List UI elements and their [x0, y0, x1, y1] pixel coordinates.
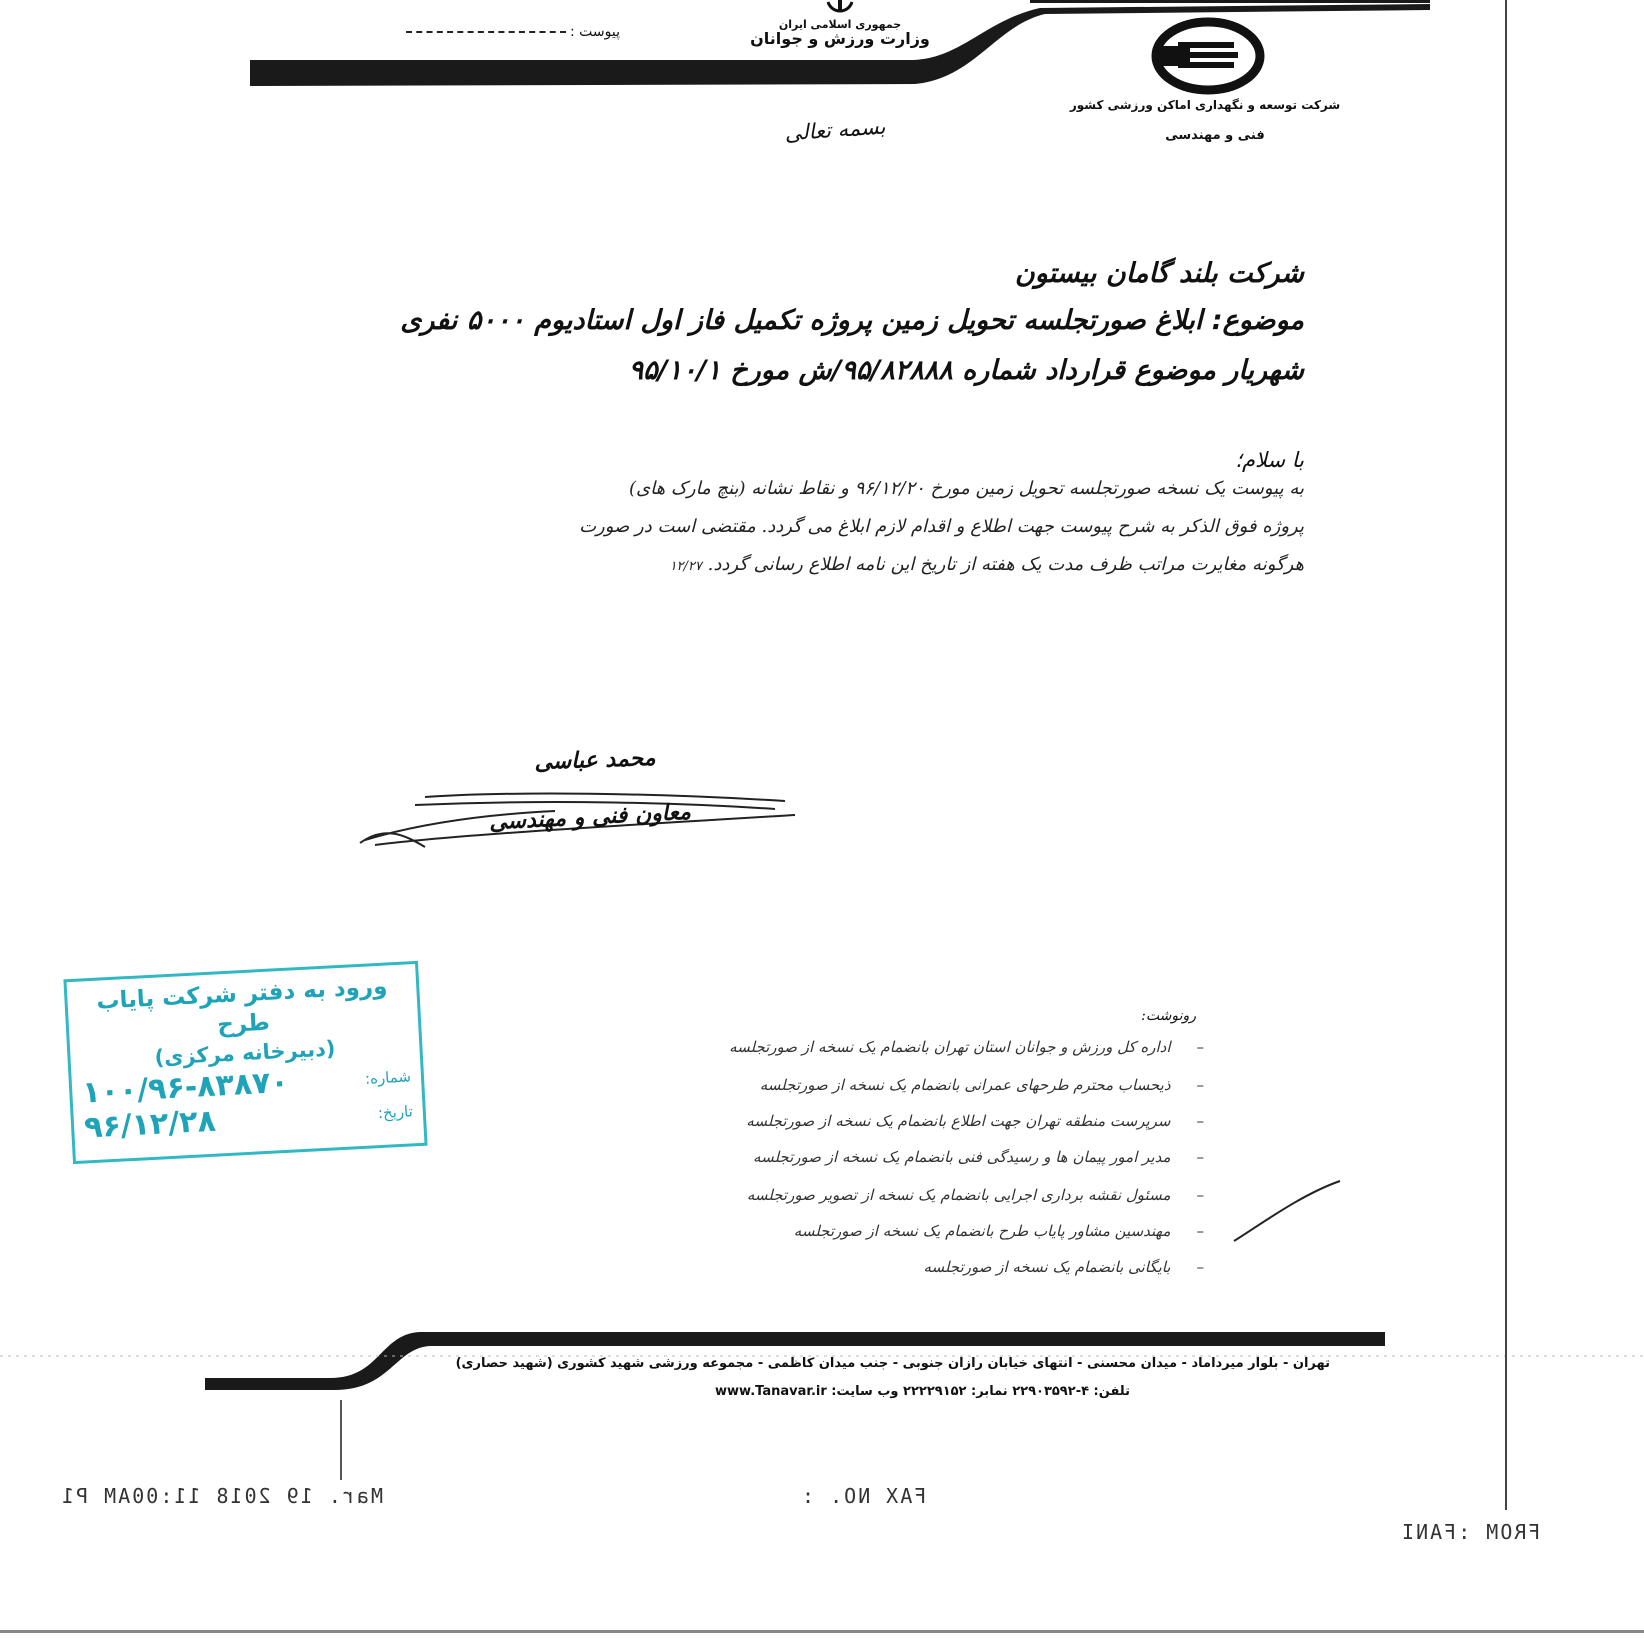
letter-body	[324, 470, 1304, 586]
receipt-stamp	[63, 961, 427, 1164]
cc-item: –بایگانی بانضمام یک نسخه از صورتجلسه	[923, 1258, 1204, 1276]
attachment-label: پیوست :	[570, 24, 620, 40]
footer-contact: تلفن: ۴-۲۲۹۰۳۵۹۲ نمابر: ۲۲۲۲۹۱۵۲ وب سایت: www.Tanavar.ir	[715, 1384, 1130, 1399]
stamp-date-label: تاریخ:	[377, 1101, 414, 1122]
ministry-emblem-icon	[820, 0, 860, 20]
recipient: شرکت بلند گامان بیستون	[1014, 258, 1304, 289]
subject-line2: شهریار موضوع قرارداد شماره ۹۵/۸۲۸۸۸/ش مورخ ۹۵/۱۰/۱	[628, 355, 1304, 386]
stamp-subtitle: (دبیرخانه مرکزی)	[153, 1036, 337, 1070]
company-name: شرکت توسعه و نگهداری اماکن ورزشی کشور	[1069, 98, 1341, 112]
cc-item: –مهندسین مشاور پایاب طرح بانضمام یک نسخه از صورتجلسه	[793, 1222, 1204, 1240]
ministry-title	[740, 18, 940, 46]
subject-line1: موضوع: ابلاغ صورتجلسه تحویل زمین پروژه تکمیل فاز اول استادیوم ۵۰۰۰ نفری	[400, 305, 1304, 336]
ministry-line1: جمهوری اسلامی ایران	[778, 18, 902, 31]
cc-item: –مسئول نقشه برداری اجرایی بانضمام یک نسخه از تصویر صورتجلسه	[746, 1186, 1204, 1204]
margin-rule	[340, 1400, 342, 1480]
body-line3-wrap	[324, 546, 1304, 586]
fax-datetime: Mar. 19 2018 11:00AM P1	[60, 1484, 383, 1508]
attachment-field	[350, 24, 620, 40]
fax-number: FAX NO. :	[800, 1484, 927, 1508]
cc-item: –سرپرست منطقه تهران جهت اطلاع بانضمام یک نسخه از صورتجلسه	[746, 1112, 1204, 1130]
handwritten-check-mark	[1230, 1175, 1345, 1245]
body-line1: به پیوست یک نسخه صورتجلسه تحویل زمین مورخ ۹۶/۱۲/۲۰ و نقاط نشانه (بنچ مارک های)	[629, 478, 1304, 499]
body-line2: پروژه فوق الذکر به شرح پیوست جهت اطلاع و اقدام لازم ابلاغ می گردد. مقتضی است در صورت	[579, 516, 1304, 537]
cc-item: –مدیر امور پیمان ها و رسیدگی فنی بانضمام یک نسخه از صورتجلسه	[753, 1148, 1204, 1166]
stamp-date-value: ۹۶/۱۲/۲۸	[83, 1103, 217, 1146]
cc-item: –اداره کل ورزش و جوانان استان تهران بانضمام یک نسخه از صورتجلسه	[729, 1038, 1204, 1056]
fax-from: FROM :FANI	[1400, 1520, 1541, 1544]
body-line3: هرگونه مغایرت مراتب ظرف مدت یک هفته از تاریخ این نامه اطلاع رسانی گردد.	[707, 554, 1304, 575]
handwritten-date-note: ۱۲/۲۷	[669, 559, 702, 574]
page-right-edge	[1505, 0, 1507, 1510]
bismillah-heading: بسمه تعالی	[783, 114, 887, 146]
footer-address: تهران - بلوار میرداماد - میدان محسنی - انتهای خیابان رازان جنوبی - جنب میدان کاظمی - مجموعه ورزشی شهید کشوری (شهید حصاری)	[455, 1356, 1330, 1371]
signer-title: معاون فنی و مهندسی	[488, 799, 692, 836]
subject	[304, 296, 1304, 396]
stamp-title: ورود به دفتر شرکت پایاب طرح	[95, 973, 388, 1039]
company-logo-icon	[1150, 16, 1266, 96]
greeting: با سلام؛	[1235, 448, 1304, 472]
stamp-number-label: شماره:	[364, 1066, 412, 1088]
cc-item: –ذیحساب محترم طرحهای عمرانی بانضمام یک نسخه از صورتجلسه	[759, 1076, 1204, 1094]
department-name: فنی و مهندسی	[1165, 128, 1265, 143]
cc-title: رونوشت:	[1141, 1008, 1196, 1024]
attachment-dashes	[406, 31, 566, 33]
bottom-edge	[0, 1630, 1644, 1633]
signer-name: محمد عباسی	[534, 745, 656, 776]
ministry-line2: وزارت ورزش و جوانان	[750, 29, 930, 48]
stamp-number-value: ۱۰۰/۹۶-۸۳۸۷۰	[81, 1064, 290, 1111]
